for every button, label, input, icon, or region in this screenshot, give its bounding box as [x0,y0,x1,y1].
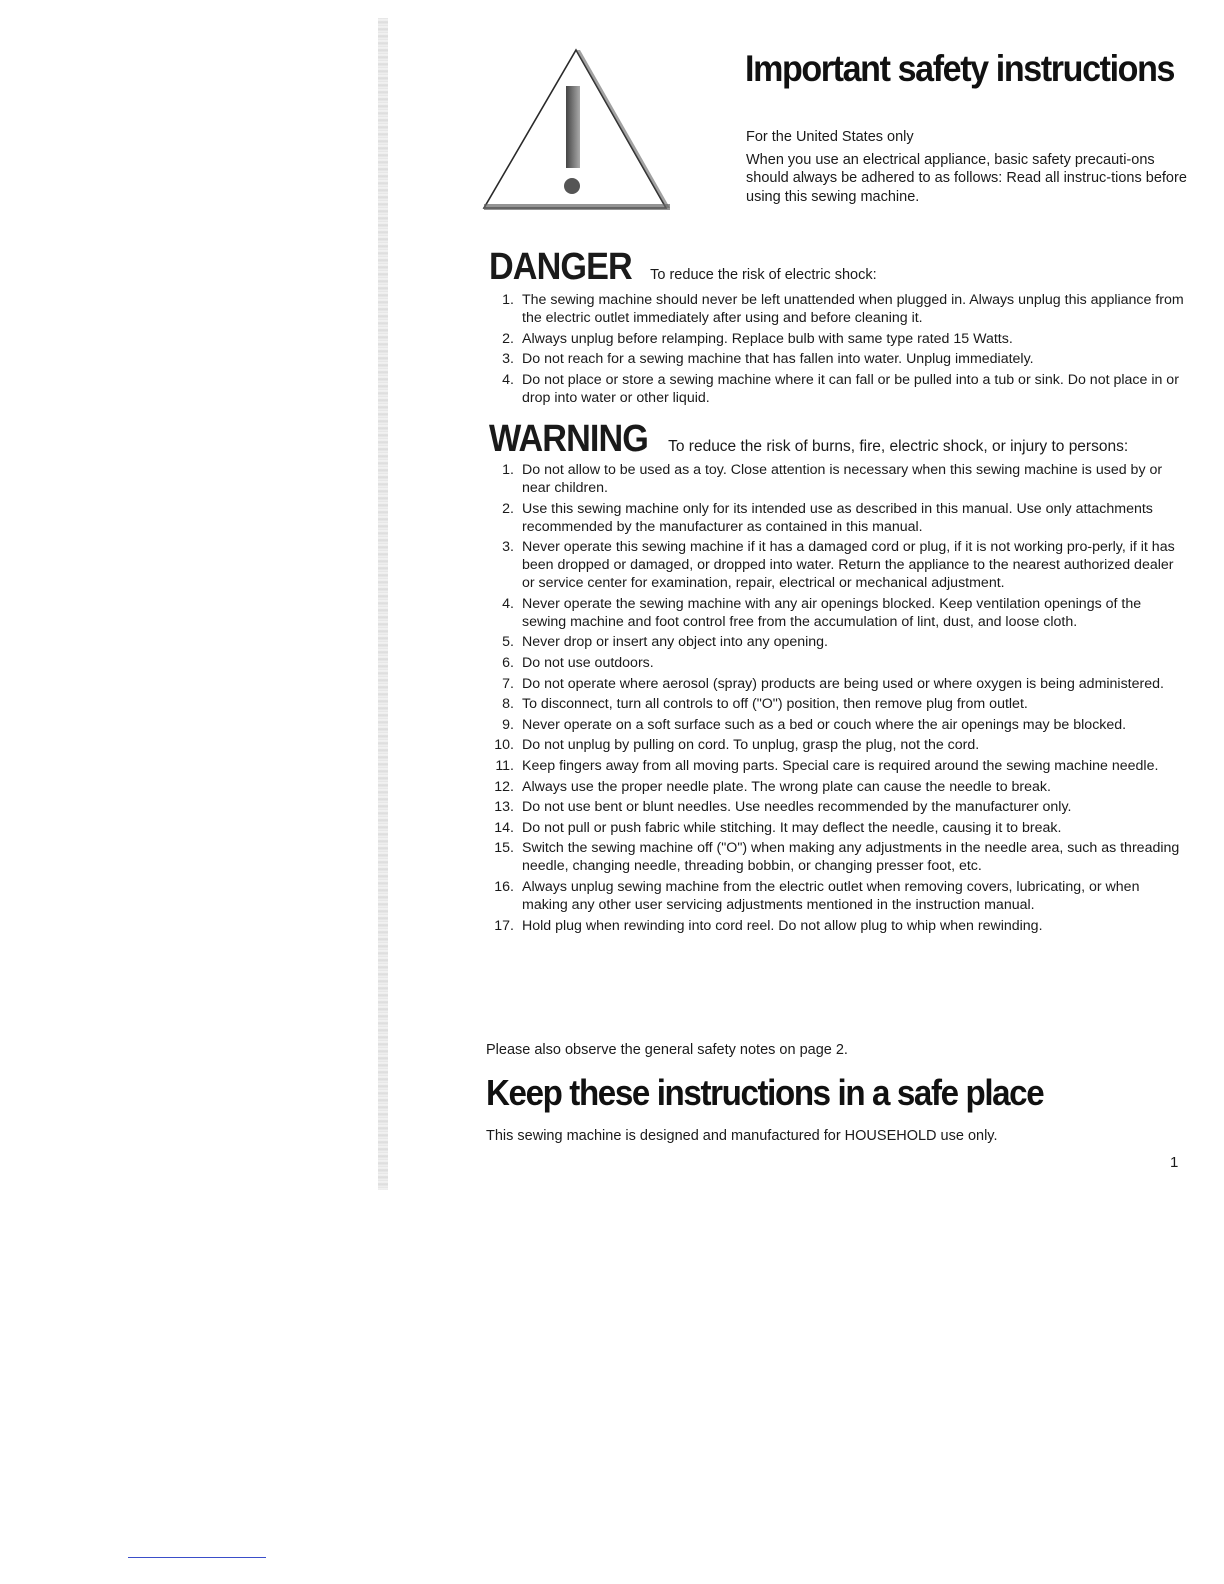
keep-instructions-title: Keep these instructions in a safe place [486,1072,1044,1113]
danger-list [486,291,1186,409]
danger-heading-row [489,246,877,289]
item-number: 14. [494,819,514,836]
warning-item [486,654,1186,672]
warning-item [486,500,1186,536]
warning-item [486,878,1186,914]
warning-item [486,917,1186,935]
warning-item [486,538,1186,592]
item-text: Never drop or insert any object into any opening. [522,634,829,651]
item-number: 4. [502,595,514,612]
general-safety-note: Please also observe the general safety notes on page 2. [486,1042,848,1058]
warning-item [486,798,1186,816]
item-text: Do not operate where aerosol (spray) products are being used or where oxygen is being administered. [522,675,1164,692]
item-text: Do not pull or push fabric while stitching. It may deflect the needle, causing it to break. [522,819,1062,836]
intro-block [746,128,1191,210]
intro-text: When you use an electrical appliance, basic safety precauti-ons should always be adhered to as follows: Read all instruc-tions before using this sewing machine. [746,151,1187,205]
item-number: 6. [502,654,514,671]
page-number: 1 [1170,1154,1179,1171]
item-text: Do not reach for a sewing machine that has fallen into water. Unplug immediately. [522,351,1034,368]
warning-item [486,716,1186,734]
item-number: 9. [502,716,514,733]
warning-heading-row [489,418,1128,461]
item-text: The sewing machine should never be left unattended when plugged in. Always unplug this appliance from the electric outlet immediately after using and before cleaning it. [522,292,1184,326]
item-number: 7. [502,675,514,692]
item-number: 12. [494,778,514,795]
item-number: 5. [502,634,514,651]
item-text: Keep fingers away from all moving parts. Special care is required around the sewing machine needle. [522,757,1159,774]
household-use-note: This sewing machine is designed and manufactured for HOUSEHOLD use only. [486,1128,998,1144]
warning-triangle-icon [480,46,670,214]
danger-heading: DANGER [489,246,632,288]
warning-subheading: To reduce the risk of burns, fire, electric shock, or injury to persons: [668,438,1129,455]
item-number: 3. [502,539,514,556]
item-text: Hold plug when rewinding into cord reel. Do not allow plug to whip when rewinding. [522,917,1043,934]
warning-item [486,839,1186,875]
scan-edge-artifact [378,18,388,1190]
item-number: 4. [502,371,514,388]
bottom-rule-line [128,1557,266,1558]
item-number: 2. [502,330,514,347]
warning-item [486,633,1186,651]
warning-item [486,461,1186,497]
item-text: Use this sewing machine only for its intended use as described in this manual. Use only attachments recommended by the manufacturer as contained in this manual. [522,500,1153,535]
item-number: 10. [494,737,514,754]
item-text: Do not use outdoors. [522,654,654,671]
warning-item [486,675,1186,693]
danger-item [486,330,1186,348]
warning-item [486,819,1186,837]
item-text: Switch the sewing machine off ("O") when making any adjustments in the needle area, such as threading needle, changing needle, threading bobbin, or changing presser foot, etc. [522,840,1180,875]
region-note: For the United States only [746,129,914,145]
item-number: 15. [494,840,514,857]
danger-item [486,291,1186,327]
danger-item [486,371,1186,407]
item-number: 2. [502,500,514,517]
item-number: 1. [502,292,514,308]
item-text: Always unplug sewing machine from the electric outlet when removing covers, lubricating, or when making any other user servicing adjustments mentioned in the instruction manual. [522,878,1140,913]
item-text: Do not use bent or blunt needles. Use needles recommended by the manufacturer only. [522,799,1072,816]
warning-item [486,595,1186,631]
danger-item [486,350,1186,368]
warning-item [486,778,1186,796]
item-text: To disconnect, turn all controls to off ("O") position, then remove plug from outlet. [522,696,1028,713]
item-number: 16. [494,878,514,895]
item-text: Always use the proper needle plate. The wrong plate can cause the needle to break. [522,778,1051,795]
item-text: Do not allow to be used as a toy. Close attention is necessary when this sewing machine is used by or near children. [522,462,1163,496]
item-number: 8. [502,696,514,713]
warning-list [486,461,1186,937]
item-text: Never operate this sewing machine if it has a damaged cord or plug, if it is not working pro-perly, if it has been dropped or damaged, or dropped into water. Return the appliance to the nearest authorized dealer or service center for examination, repair, electrical or mechanical adjustment. [522,539,1175,592]
item-number: 17. [494,917,514,934]
item-text: Do not place or store a sewing machine where it can fall or be pulled into a tub or sink. Do not place in or drop into water or other liquid. [522,371,1179,406]
item-number: 1. [502,462,514,478]
item-number: 3. [502,351,514,368]
item-text: Do not unplug by pulling on cord. To unplug, grasp the plug, not the cord. [522,737,980,754]
warning-item [486,736,1186,754]
warning-item [486,695,1186,713]
item-text: Never operate on a soft surface such as a bed or couch where the air openings may be blocked. [522,716,1127,733]
warning-heading: WARNING [489,418,648,460]
item-text: Always unplug before relamping. Replace bulb with same type rated 15 Watts. [522,330,1013,347]
warning-item [486,757,1186,775]
danger-subheading: To reduce the risk of electric shock: [650,267,877,283]
item-number: 11. [495,757,514,774]
item-number: 13. [494,799,514,816]
page-title: Important safety instructions [745,48,1175,89]
item-text: Never operate the sewing machine with any air openings blocked. Keep ventilation openings of the sewing machine and foot control free from the accumulation of lint, dust, and loose cloth. [522,595,1142,630]
